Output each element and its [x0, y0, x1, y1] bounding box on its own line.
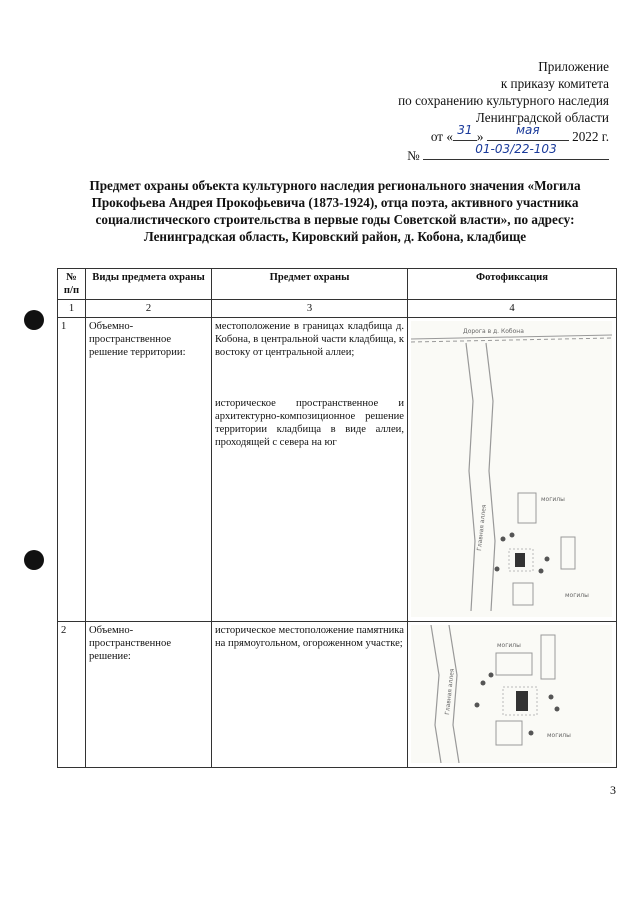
table-row [58, 318, 617, 622]
header-type: Виды предмета охраны [86, 269, 212, 300]
row-type: Объемно-пространственное решение территории: [86, 318, 212, 622]
number-prefix: № [407, 148, 420, 163]
index-cell: 1 [58, 300, 86, 318]
subject-item: историческое пространственное и архитектурно-композиционное решение территории кладбища в виде аллеи, проходящей с севера на юг [215, 398, 404, 448]
row-number: 1 [58, 318, 86, 622]
table-index-row [58, 300, 617, 318]
punch-hole-top [24, 310, 44, 330]
map-label-road: Дорога в д. Кобона [463, 328, 524, 335]
row-subject [212, 318, 408, 622]
appendix-line-3: по сохранению культурного наследия [398, 93, 609, 108]
header-subject: Предмет охраны [212, 269, 408, 300]
appendix-line-1: Приложение [538, 59, 609, 74]
map-label-graves: могилы [497, 642, 521, 649]
header-number: № п/п [58, 269, 86, 300]
row-number: 2 [58, 622, 86, 768]
index-cell: 4 [408, 300, 617, 318]
map-label-graves: могилы [541, 496, 565, 503]
document-title: Предмет охраны объекта культурного наследия регионального значения «Могила Прокофьева Андрея Прокофьевича (1873-1924), отца поэта, активного участника социалистического строительства в первые годы Советской власти», по адресу: Ленинградская область, Кировский район, д. Кобона, кладбище [89, 178, 581, 244]
map-label-alley: Главная аллея [444, 668, 456, 716]
punch-hole-bottom [24, 550, 44, 570]
date-mid: » [476, 129, 484, 144]
date-day-field [453, 123, 477, 141]
header-photo: Фотофиксация [408, 269, 617, 300]
map-label-graves: могилы [547, 732, 571, 739]
cemetery-scheme-image-1 [411, 321, 612, 617]
subject-item: историческое местоположение памятника на прямоугольном, огороженном участке; [215, 625, 404, 649]
page-number: 3 [610, 783, 616, 797]
row-photo [408, 318, 617, 622]
map-label-alley: Главная аллея [476, 504, 488, 552]
date-month-field [487, 123, 569, 141]
date-suffix: 2022 г. [572, 129, 609, 144]
table-header-row [58, 269, 617, 300]
table-row [58, 622, 617, 768]
date-month: мая [516, 123, 540, 137]
subject-item: местоположение в границах кладбища д. Кобона, в центральной части кладбища, к востоку от центральной аллеи; [215, 321, 404, 358]
protection-table [57, 268, 617, 768]
appendix-line-4: Ленинградской области [475, 110, 609, 125]
index-cell: 2 [86, 300, 212, 318]
row-type: Объемно-пространственное решение: [86, 622, 212, 768]
index-cell: 3 [212, 300, 408, 318]
cemetery-scheme-image-2 [411, 625, 612, 763]
date-day: 31 [457, 123, 473, 137]
date-prefix: от « [430, 129, 453, 144]
number-value: 01-03/22-103 [475, 142, 557, 156]
appendix-number-line [398, 142, 609, 164]
row-photo [408, 622, 617, 768]
map-label-graves: могилы [565, 592, 589, 599]
row-subject [212, 622, 408, 768]
number-field [423, 142, 609, 160]
appendix-line-2: к приказу комитета [500, 76, 609, 91]
appendix-header [398, 58, 609, 164]
